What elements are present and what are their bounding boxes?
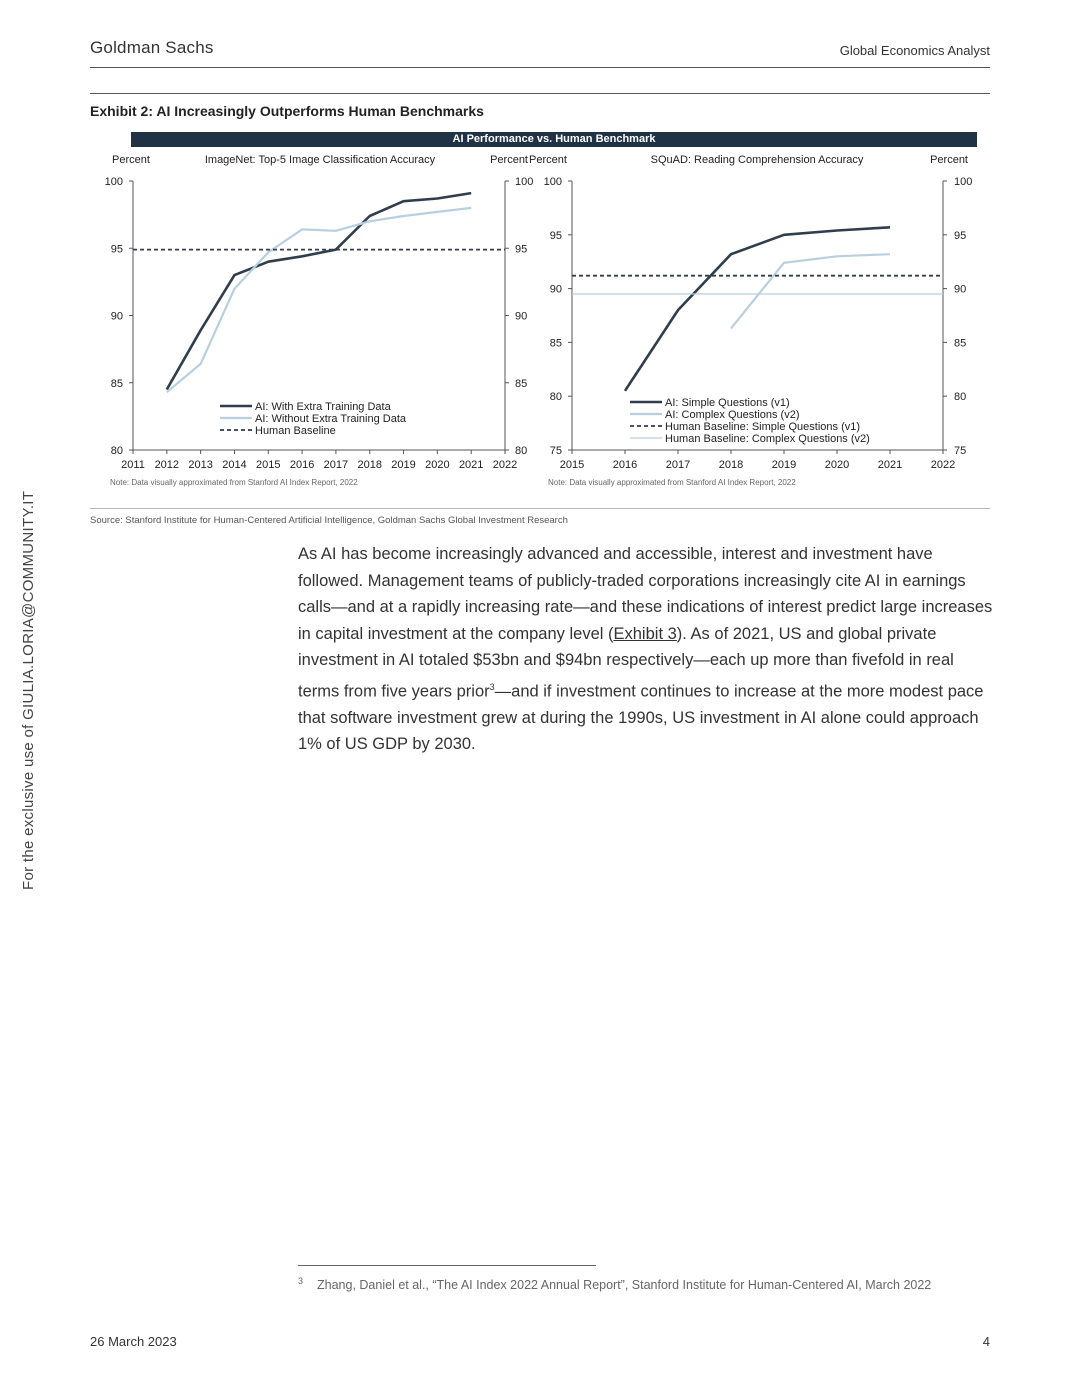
publication-name: Global Economics Analyst xyxy=(839,43,990,58)
body-text-part-3: —and if investment continues to increase at the more modest pace that software investment grew at during the 1990s, US investment in AI alone could approach 1% of US GDP by 2030. xyxy=(298,682,984,753)
chart2-ytick-right-label: 95 xyxy=(954,229,967,242)
chart2-xtick-label: 2016 xyxy=(612,459,638,471)
chart2-ytick-right-label: 80 xyxy=(954,391,967,404)
chart1-series-1-line xyxy=(167,193,471,389)
brand-name: Goldman Sachs xyxy=(90,38,214,57)
footnote-ref[interactable]: 3 xyxy=(489,681,495,692)
chart1-ytick-right-label: 80 xyxy=(515,445,528,457)
body-text-part-2: ). As of 2021, US and global private investment in AI totaled $53bn and $94bn respectively—each up more than fivefold in real terms from five years prior xyxy=(298,624,954,700)
chart1-ytick-right-label: 95 xyxy=(515,243,528,256)
chart1-xtick-label: 2014 xyxy=(222,459,247,471)
exhibit-3-link[interactable]: Exhibit 3 xyxy=(613,624,677,643)
footnote-text: Zhang, Daniel et al., “The AI Index 2022 Annual Report”, Stanford Institute for Human-Centered AI, March 2022 xyxy=(317,1278,932,1293)
chart1-title: ImageNet: Top-5 Image Classification Accuracy xyxy=(204,154,436,166)
chart2-title: SQuAD: Reading Comprehension Accuracy xyxy=(650,154,864,166)
chart2-xtick-label: 2017 xyxy=(665,459,691,471)
chart1-legend-label-3: Human Baseline xyxy=(255,425,336,437)
chart1-xtick-label: 2017 xyxy=(323,459,349,471)
chart2-xtick-label: 2021 xyxy=(877,459,903,471)
side-watermark: For the exclusive use of GIULIA.LORIA@COMMUNITY.IT xyxy=(20,490,37,890)
chart2-ylabel-right: Percent xyxy=(930,154,968,166)
chart1-xtick-label: 2011 xyxy=(121,459,145,471)
chart1-ytick-left-label: 80 xyxy=(110,445,123,457)
charts-svg xyxy=(0,0,1080,500)
chart2-xtick-label: 2019 xyxy=(771,459,797,471)
chart2-ylabel-left: Percent xyxy=(529,154,567,166)
footer-date: 26 March 2023 xyxy=(90,1334,177,1349)
chart1-xtick-label: 2019 xyxy=(391,459,416,471)
chart1-ytick-right-label: 85 xyxy=(515,377,528,390)
chart1-ytick-right-label: 100 xyxy=(515,176,534,188)
chart1-xtick-label: 2013 xyxy=(188,459,213,471)
chart2-series-1-line xyxy=(625,227,890,390)
chart1-ytick-left-label: 85 xyxy=(110,377,123,390)
source-note: Source: Stanford Institute for Human-Centered Artificial Intelligence, Goldman Sachs Global Investment Research xyxy=(90,515,568,526)
chart2-series-2-line xyxy=(731,254,890,328)
source-rule xyxy=(90,508,990,509)
chart2-ytick-right-label: 90 xyxy=(954,283,967,296)
chart1-xtick-label: 2021 xyxy=(458,459,484,471)
chart1-xtick-label: 2022 xyxy=(492,459,518,471)
chart1-ytick-left-label: 90 xyxy=(110,310,123,323)
chart1-xtick-label: 2016 xyxy=(289,459,315,471)
footnote-rule xyxy=(298,1265,596,1266)
chart1-legend-label-2: AI: Without Extra Training Data xyxy=(255,413,407,425)
exhibit-title: Exhibit 2: AI Increasingly Outperforms Human Benchmarks xyxy=(90,103,484,119)
chart2-legend-label-2: AI: Complex Questions (v2) xyxy=(665,409,800,421)
chart2-ytick-left-label: 90 xyxy=(549,283,562,296)
chart2-ytick-left-label: 85 xyxy=(549,337,562,350)
chart2-legend-label-4: Human Baseline: Complex Questions (v2) xyxy=(665,433,870,445)
body-text-part-1: As AI has become increasingly advanced and accessible, interest and investment have followed. Management teams of publicly-traded corporations increasingly cite AI in earnings calls—and at a rapidly increasing rate—and these indications of interest predict large increases in capital investment at the company level ( xyxy=(298,545,993,643)
chart1-xtick-label: 2015 xyxy=(256,459,281,471)
chart2-legend-label-3: Human Baseline: Simple Questions (v1) xyxy=(665,421,861,433)
body-paragraph xyxy=(298,541,998,758)
chart1-legend-label-1: AI: With Extra Training Data xyxy=(255,401,391,413)
chart2-ytick-left-label: 100 xyxy=(543,176,562,188)
chart2-ytick-right-label: 100 xyxy=(954,176,973,188)
footnote-number: 3 xyxy=(298,1276,304,1286)
chart1-ytick-left-label: 95 xyxy=(110,243,123,256)
chart2-ytick-right-label: 85 xyxy=(954,337,967,350)
chart-banner: AI Performance vs. Human Benchmark xyxy=(131,132,977,147)
chart2-xtick-label: 2020 xyxy=(824,459,850,471)
chart2-ytick-left-label: 95 xyxy=(549,229,562,242)
chart1-series-2-line xyxy=(167,208,471,392)
chart2-xtick-label: 2018 xyxy=(718,459,744,471)
chart1-ytick-left-label: 100 xyxy=(104,176,123,188)
chart1-note: Note: Data visually approximated from Stanford AI Index Report, 2022 xyxy=(110,478,358,487)
chart1-xtick-label: 2020 xyxy=(425,459,450,471)
page-number: 4 xyxy=(982,1334,990,1349)
chart1-ytick-right-label: 90 xyxy=(515,310,528,323)
chart1-ylabel-right: Percent xyxy=(490,154,528,166)
chart2-legend-label-1: AI: Simple Questions (v1) xyxy=(665,397,790,409)
chart2-ytick-left-label: 75 xyxy=(549,445,562,457)
chart1-xtick-label: 2012 xyxy=(154,459,180,471)
chart2-xtick-label: 2022 xyxy=(930,459,956,471)
chart2-ytick-left-label: 80 xyxy=(549,391,562,404)
chart2-note: Note: Data visually approximated from Stanford AI Index Report, 2022 xyxy=(548,478,796,487)
footnote xyxy=(298,1272,988,1294)
chart1-ylabel-left: Percent xyxy=(112,154,150,166)
chart2-ytick-right-label: 75 xyxy=(954,445,967,457)
chart1-xtick-label: 2018 xyxy=(357,459,382,471)
chart2-xtick-label: 2015 xyxy=(559,459,585,471)
